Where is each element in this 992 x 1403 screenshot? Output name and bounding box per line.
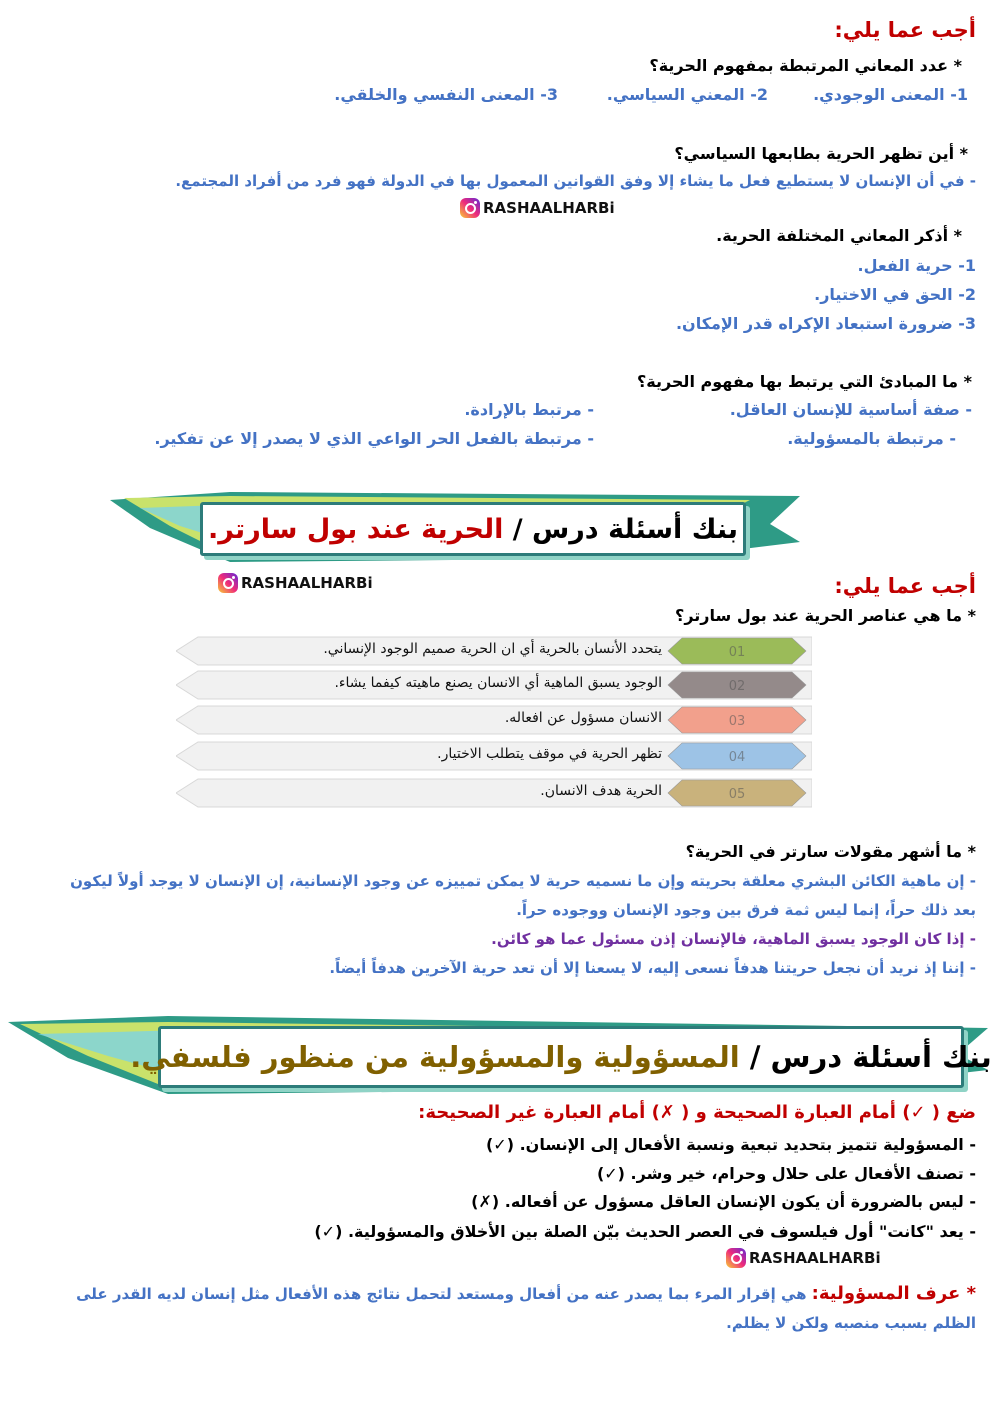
answer: - مرتبطة بالمسؤولية.: [787, 429, 956, 448]
definition-label: * عرف المسؤولية:: [811, 1283, 976, 1304]
instagram-icon: [726, 1248, 746, 1268]
element-number: 01: [728, 645, 746, 660]
question: * أين تظهر الحرية بطابعها السياسي؟: [674, 144, 968, 163]
element-row: [176, 778, 812, 808]
lesson-banner: [110, 482, 800, 574]
element-row: [176, 636, 812, 666]
element-text: الانسان مسؤول عن افعاله.: [504, 710, 662, 726]
watermark: [726, 1248, 881, 1268]
quote: بعد ذلك حراً، إنما ليس ثمة فرق بين وجود الإنسان ووجوده حراً.: [516, 901, 976, 919]
definition-text: الظلم بسبب منصبه ولكن لا يظلم.: [726, 1314, 976, 1332]
element-arrow-shape: [176, 778, 812, 808]
element-row: [176, 670, 812, 700]
quote: - إننا إذ نريد أن نجعل حريتنا هدفاً نسعى إليه، لا يسعنا إلا أن تعد حرية الآخرين هدفاً أيضاً.: [329, 959, 976, 977]
element-text: يتحدد الأنسان بالحرية أي ان الحرية صميم الوجود الإنساني.: [323, 641, 662, 657]
answer: 1- حرية الفعل.: [857, 256, 976, 275]
question: * ما هي عناصر الحرية عند بول سارتر؟: [675, 606, 976, 625]
watermark-text: RASHAALHARBi: [749, 1249, 881, 1267]
answer: - مرتبطة بالفعل الحر الواعي الذي لا يصدر إلا عن تفكير.: [154, 429, 594, 448]
banner-title-part1: بنك أسئلة درس /: [749, 1040, 992, 1074]
answer: 2- الحق في الاختيار.: [814, 285, 976, 304]
definition-text: هي إقرار المرء بما يصدر عنه من أفعال ومستعد لتحمل نتائج هذه الأفعال مثل إنسان لديه القدر على: [76, 1285, 807, 1303]
statement-item: - تصنف الأفعال على حلال وحرام، خير وشر. (✓): [596, 1164, 976, 1183]
statement-item: - يعد "كانت" أول فيلسوف في العصر الحديث بيّن الصلة بين الأخلاق والمسؤولية. (✓): [314, 1222, 976, 1241]
question: * ما المبادئ التي يرتبط بها مفهوم الحرية؟: [636, 372, 972, 391]
answer: 2- المعني السياسي.: [606, 85, 768, 104]
element-row: [176, 741, 812, 771]
banner-title: [200, 502, 746, 556]
answer: 1- المعنى الوجودي.: [813, 85, 968, 104]
section3-heading: ضع ( ✓) أمام العبارة الصحيحة و ( ✗) أمام العبارة غير الصحيحة:: [418, 1102, 976, 1123]
banner-title-part2: الحرية عند بول سارتر.: [208, 513, 504, 545]
element-text: الوجود يسبق الماهية أي الانسان يصنع ماهيته كيفما يشاء.: [334, 675, 662, 691]
question: * عدد المعاني المرتبطة بمفهوم الحرية؟: [649, 56, 962, 75]
element-row: [176, 705, 812, 735]
instagram-icon: [460, 198, 480, 218]
answer: - في أن الإنسان لا يستطيع فعل ما يشاء إلا وفق القوانين المعمول بها في الدولة فهو فرد من أفراد المجتمع.: [175, 172, 976, 190]
element-text: تظهر الحرية في موقف يتطلب الاختيار.: [437, 746, 662, 762]
lesson-banner: [8, 1008, 992, 1104]
answer: 3- المعنى النفسي والخلقي.: [334, 85, 558, 104]
section1-heading: أجب عما يلي:: [834, 18, 976, 42]
watermark: [460, 198, 615, 218]
answer: 3- ضرورة استبعاد الإكراه قدر الإمكان.: [675, 314, 976, 333]
element-number: 05: [728, 787, 746, 802]
element-number: 02: [728, 679, 746, 694]
question: * أذكر المعاني المختلفة الحرية.: [716, 226, 962, 245]
answer: - صفة أساسية للإنسان العاقل.: [729, 400, 972, 419]
quote: - إذا كان الوجود يسبق الماهية، فالإنسان إذن مسئول عما هو كائن.: [491, 930, 976, 948]
element-number: 04: [728, 750, 746, 765]
answer: - مرتبط بالإرادة.: [464, 400, 594, 419]
definition: [16, 1279, 976, 1309]
section2-heading: أجب عما يلي:: [834, 574, 976, 598]
question: * ما أشهر مقولات سارتر في الحرية؟: [685, 842, 976, 861]
element-number: 03: [728, 714, 746, 729]
watermark-text: RASHAALHARBi: [483, 199, 615, 217]
banner-title-part2: المسؤولية والمسؤولية من منظور فلسفي.: [130, 1040, 740, 1074]
banner-title-part1: بنك أسئلة درس /: [512, 513, 738, 545]
watermark-text: RASHAALHARBi: [241, 574, 373, 592]
element-arrow-shape: [176, 705, 812, 735]
instagram-icon: [218, 573, 238, 593]
watermark: [218, 573, 373, 593]
statement-item: - المسؤولية تتميز بتحديد تبعية ونسبة الأفعال إلى الإنسان. (✓): [485, 1135, 976, 1154]
banner-title: [130, 1026, 992, 1088]
element-text: الحرية هدف الانسان.: [540, 783, 662, 799]
quote: - إن ماهية الكائن البشري معلقة بحريته وإن ما نسميه حرية لا يمكن تمييزه عن وجود الإنسانية، إن الإنسان لا يوجد أولاً ليكون: [70, 872, 976, 890]
statement-item: - ليس بالضرورة أن يكون الإنسان العاقل مسؤول عن أفعاله. (✗): [471, 1192, 976, 1211]
